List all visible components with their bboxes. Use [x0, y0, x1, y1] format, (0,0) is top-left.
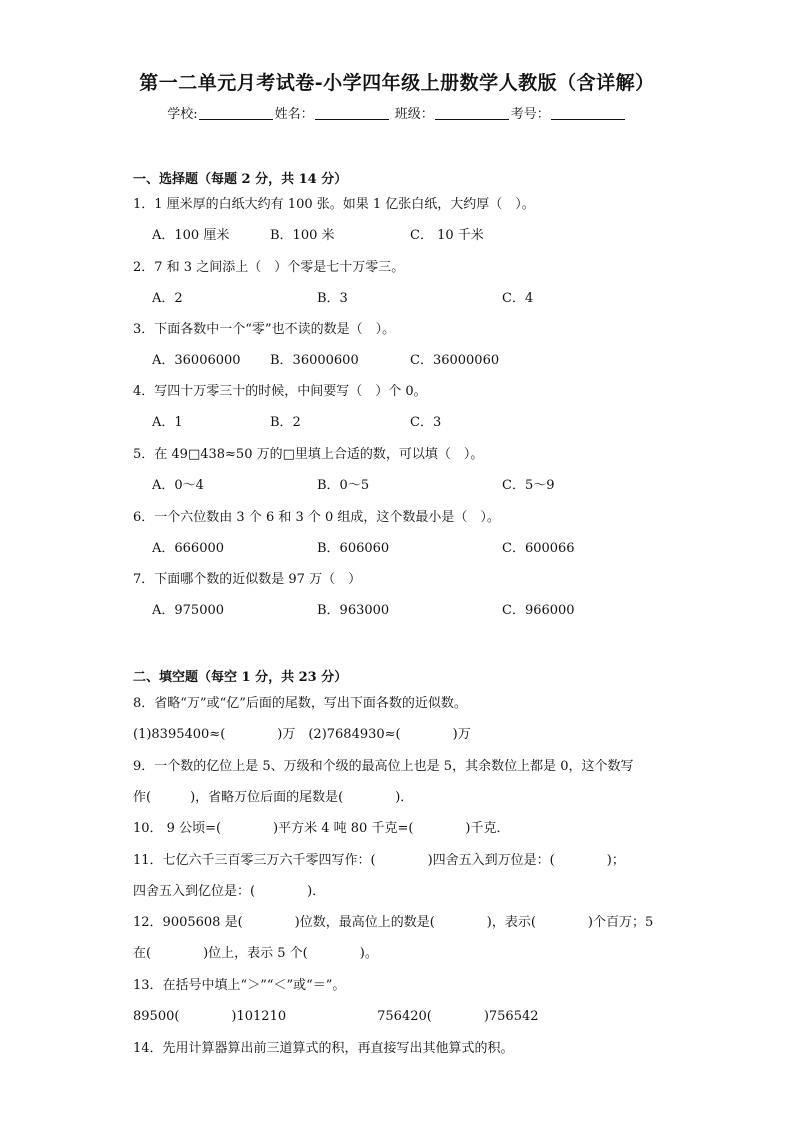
question-3: 3．下面各数中一个“零”也不读的数是（ ）。	[133, 322, 396, 337]
question-6: 6．一个六位数由 3 个 6 和 3 个 0 组成，这个数最小是（ ）。	[133, 510, 500, 525]
question-10[interactable]: 10． 9 公顷=( )平方米 4 吨 80 千克=( )千克．	[133, 821, 510, 836]
question-4: 4．写四十万零三十的时候，中间要写（ ）个 0。	[133, 384, 427, 399]
option-b[interactable]: B．100 米	[270, 228, 335, 243]
option-c[interactable]: C．966000	[502, 603, 575, 618]
option-c[interactable]: C． 10 千米	[410, 228, 484, 243]
number-label: 考号：	[510, 107, 550, 122]
option-c[interactable]: C．600066	[502, 541, 575, 556]
page-title: 第一二单元月考试卷-小学四年级上册数学人教版（含详解）	[139, 72, 655, 94]
class-blank[interactable]	[435, 107, 509, 120]
question-7: 7．下面哪个数的近似数是 97 万（ ）	[133, 572, 362, 587]
question-12-continued[interactable]: 在( )位上，表示 5 个( )。	[133, 946, 378, 961]
question-9-blanks[interactable]: 作( )，省略万位后面的尾数是( )．	[133, 790, 414, 805]
option-a[interactable]: A．0～4	[152, 478, 204, 493]
question-8: 8．省略“万”或“亿”后面的尾数，写出下面各数的近似数。	[133, 696, 467, 711]
question-12[interactable]: 12．9005608 是( )位数，最高位上的数是( )，表示( )个百万；5	[133, 915, 654, 930]
option-c[interactable]: C．4	[502, 291, 534, 306]
name-label: 姓名：	[274, 107, 314, 122]
question-1: 1．1 厘米厚的白纸大约有 100 张。如果 1 亿张白纸，大约厚（ ）。	[133, 197, 535, 212]
question-11-continued[interactable]: 四舍五入到亿位是：( )．	[133, 884, 326, 899]
option-b[interactable]: B．0～5	[317, 478, 370, 493]
question-13: 13．在括号中填上“＞”“＜”或“＝”。	[133, 978, 346, 993]
question-9: 9．一个数的亿位上是 5、万级和个级的最高位上也是 5，其余数位上都是 0，这个数写	[133, 759, 634, 774]
option-b[interactable]: B．606060	[317, 541, 390, 556]
option-a[interactable]: A．1	[152, 415, 183, 430]
section-heading-fill: 二、填空题（每空 1 分，共 23 分）	[133, 670, 348, 685]
question-5: 5．在 49□438≈50 万的□里填上合适的数，可以填（ ）。	[133, 447, 484, 462]
student-info-row	[0, 103, 794, 122]
option-c[interactable]: C．3	[410, 415, 442, 430]
question-14: 14．先用计算器算出前三道算式的积，再直接写出其他算式的积。	[133, 1041, 514, 1056]
class-label: 班级：	[394, 107, 434, 122]
option-b[interactable]: B．2	[270, 415, 301, 430]
question-11[interactable]: 11．七亿六千三百零三万六千零四写作：( )四舍五入到万位是：( )；	[133, 853, 625, 868]
school-blank[interactable]	[199, 107, 273, 120]
question-2: 2．7 和 3 之间添上（ ）个零是七十万零三。	[133, 260, 405, 275]
number-blank[interactable]	[551, 107, 625, 120]
name-blank[interactable]	[315, 107, 389, 120]
option-b[interactable]: B．3	[317, 291, 348, 306]
option-a[interactable]: A．100 厘米	[152, 228, 230, 243]
question-13-comparisons[interactable]: 89500( )101210 756420( )756542	[133, 1009, 539, 1024]
question-8-blanks[interactable]: (1)8395400≈( )万 (2)7684930≈( )万	[133, 727, 471, 742]
section-heading-choice: 一、选择题（每题 2 分，共 14 分）	[133, 172, 348, 187]
option-a[interactable]: A．666000	[152, 541, 225, 556]
option-c[interactable]: C．36000060	[410, 353, 500, 368]
option-b[interactable]: B．963000	[317, 603, 390, 618]
school-label: 学校:	[167, 107, 198, 122]
option-c[interactable]: C．5～9	[502, 478, 555, 493]
option-b[interactable]: B．36000600	[270, 353, 359, 368]
option-a[interactable]: A．36006000	[152, 353, 241, 368]
option-a[interactable]: A．2	[152, 291, 183, 306]
option-a[interactable]: A．975000	[152, 603, 225, 618]
